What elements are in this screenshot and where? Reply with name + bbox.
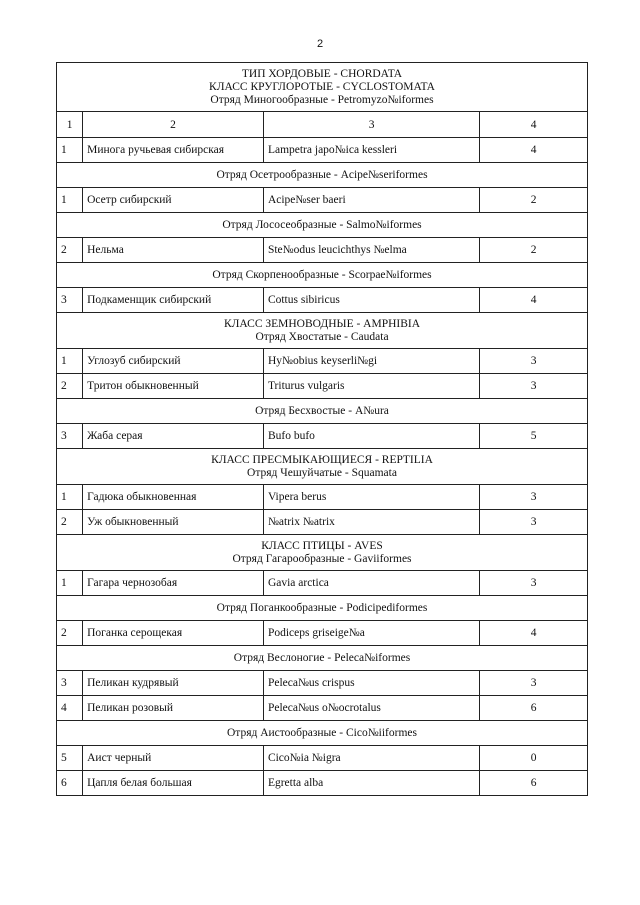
section-header-row <box>57 535 588 571</box>
table-row <box>57 485 588 510</box>
table-row <box>57 771 588 796</box>
table-row <box>57 288 588 313</box>
species-name-ru: Подкаменщик сибирский <box>83 288 264 313</box>
section-header-line: Отряд Чешуйчатые - Squamata <box>247 466 397 479</box>
species-name-ru: Гагара чернозобая <box>83 571 264 596</box>
species-name-latin: Cico№ia №igra <box>263 746 479 771</box>
species-name-latin: Peleca№us crispus <box>263 671 479 696</box>
status-category: 3 <box>480 485 588 510</box>
species-name-ru: Пеликан кудрявый <box>83 671 264 696</box>
section-header-line: Отряд Лососеобразные - Salmo№iformes <box>222 218 422 231</box>
table-row <box>57 349 588 374</box>
section-header-line: КЛАСС ЗЕМНОВОДНЫЕ - AMPHIBIA <box>223 317 421 330</box>
table-row <box>57 696 588 721</box>
section-header-line: Отряд Хвостатые - Caudata <box>255 330 389 343</box>
section-header <box>57 646 588 671</box>
section-header-line: ТИП ХОРДОВЫЕ - CHORDATA <box>241 67 403 80</box>
section-header-line: КЛАСС ПТИЦЫ - AVES <box>261 539 383 552</box>
species-name-latin: Cottus sibiricus <box>263 288 479 313</box>
species-name-latin: Peleca№us o№ocrotalus <box>263 696 479 721</box>
column-number-row <box>57 112 588 138</box>
section-header-line: КЛАСС ПРЕСМЫКАЮЩИЕСЯ - REPTILIA <box>211 453 433 466</box>
section-header <box>57 63 588 112</box>
row-number: 2 <box>57 238 83 263</box>
species-name-ru: Тритон обыкновенный <box>83 374 264 399</box>
status-category: 6 <box>480 771 588 796</box>
status-category: 2 <box>480 238 588 263</box>
section-header <box>57 213 588 238</box>
row-number: 6 <box>57 771 83 796</box>
row-number: 4 <box>57 696 83 721</box>
row-number: 2 <box>57 510 83 535</box>
row-number: 1 <box>57 188 83 213</box>
section-header-line: Отряд Гагарообразные - Gaviiformes <box>232 552 412 565</box>
species-name-ru: Пеликан розовый <box>83 696 264 721</box>
table-row <box>57 374 588 399</box>
section-header-line: Отряд Миногообразные - Petromyzo№iformes <box>210 93 434 106</box>
section-header-line: Отряд Веслоногие - Peleca№iformes <box>233 651 411 664</box>
species-name-latin: Egretta alba <box>263 771 479 796</box>
row-number: 3 <box>57 288 83 313</box>
status-category: 4 <box>480 288 588 313</box>
section-header <box>57 449 588 485</box>
section-header-line: Отряд Поганкообразные - Podicipediformes <box>216 601 428 614</box>
species-name-latin: Ste№odus leucichthys №elma <box>263 238 479 263</box>
status-category: 6 <box>480 696 588 721</box>
table-row <box>57 424 588 449</box>
section-header-line: Отряд Скорпенообразные - Scorpae№iformes <box>212 268 432 281</box>
species-name-ru: Минога ручьевая сибирская <box>83 138 264 163</box>
column-number: 4 <box>480 112 588 138</box>
status-category: 3 <box>480 571 588 596</box>
section-header <box>57 313 588 349</box>
section-header <box>57 163 588 188</box>
column-number: 3 <box>263 112 479 138</box>
table-row <box>57 510 588 535</box>
table-row <box>57 138 588 163</box>
section-header-row <box>57 449 588 485</box>
row-number: 1 <box>57 571 83 596</box>
status-category: 5 <box>480 424 588 449</box>
section-header-row <box>57 63 588 112</box>
species-name-latin: Vipera berus <box>263 485 479 510</box>
section-header-row <box>57 596 588 621</box>
table-row <box>57 671 588 696</box>
row-number: 3 <box>57 424 83 449</box>
row-number: 1 <box>57 349 83 374</box>
section-header <box>57 263 588 288</box>
species-name-ru: Нельма <box>83 238 264 263</box>
row-number: 1 <box>57 138 83 163</box>
table-row <box>57 188 588 213</box>
table-row <box>57 621 588 646</box>
section-header <box>57 535 588 571</box>
row-number: 2 <box>57 621 83 646</box>
species-table <box>56 62 588 796</box>
section-header-row <box>57 163 588 188</box>
species-name-ru: Углозуб сибирский <box>83 349 264 374</box>
row-number: 1 <box>57 485 83 510</box>
species-name-latin: Hy№obius keyserli№gi <box>263 349 479 374</box>
species-name-ru: Жаба серая <box>83 424 264 449</box>
species-name-ru: Уж обыкновенный <box>83 510 264 535</box>
species-name-ru: Цапля белая большая <box>83 771 264 796</box>
species-name-latin: Lampetra japo№ica kessleri <box>263 138 479 163</box>
section-header-row <box>57 721 588 746</box>
section-header-line: КЛАСС КРУГЛОРОТЫЕ - CYCLOSTOMATA <box>209 80 435 93</box>
status-category: 2 <box>480 188 588 213</box>
table-row <box>57 238 588 263</box>
page-number: 2 <box>316 38 324 50</box>
status-category: 3 <box>480 374 588 399</box>
table-row <box>57 571 588 596</box>
table-row <box>57 746 588 771</box>
section-header-row <box>57 263 588 288</box>
section-header-line: Отряд Аистообразные - Cico№iiformes <box>226 726 417 739</box>
column-number: 1 <box>57 112 83 138</box>
section-header-row <box>57 313 588 349</box>
species-name-latin: Acipe№ser baeri <box>263 188 479 213</box>
row-number: 5 <box>57 746 83 771</box>
species-name-ru: Аист черный <box>83 746 264 771</box>
section-header-row <box>57 646 588 671</box>
column-number: 2 <box>83 112 264 138</box>
section-header-row <box>57 213 588 238</box>
species-name-latin: Bufo bufo <box>263 424 479 449</box>
section-header-line: Отряд Бесхвостые - A№ura <box>255 404 389 417</box>
species-name-ru: Поганка серощекая <box>83 621 264 646</box>
species-name-latin: Triturus vulgaris <box>263 374 479 399</box>
species-name-latin: №atrix №atrix <box>263 510 479 535</box>
section-header-row <box>57 399 588 424</box>
species-name-latin: Gavia arctica <box>263 571 479 596</box>
row-number: 3 <box>57 671 83 696</box>
status-category: 4 <box>480 138 588 163</box>
section-header <box>57 596 588 621</box>
status-category: 0 <box>480 746 588 771</box>
species-name-ru: Осетр сибирский <box>83 188 264 213</box>
status-category: 3 <box>480 349 588 374</box>
section-header <box>57 721 588 746</box>
status-category: 3 <box>480 510 588 535</box>
species-name-latin: Podiceps griseige№a <box>263 621 479 646</box>
status-category: 3 <box>480 671 588 696</box>
status-category: 4 <box>480 621 588 646</box>
section-header-line: Отряд Осетрообразные - Acipe№seriformes <box>216 168 428 181</box>
row-number: 2 <box>57 374 83 399</box>
section-header <box>57 399 588 424</box>
species-name-ru: Гадюка обыкновенная <box>83 485 264 510</box>
